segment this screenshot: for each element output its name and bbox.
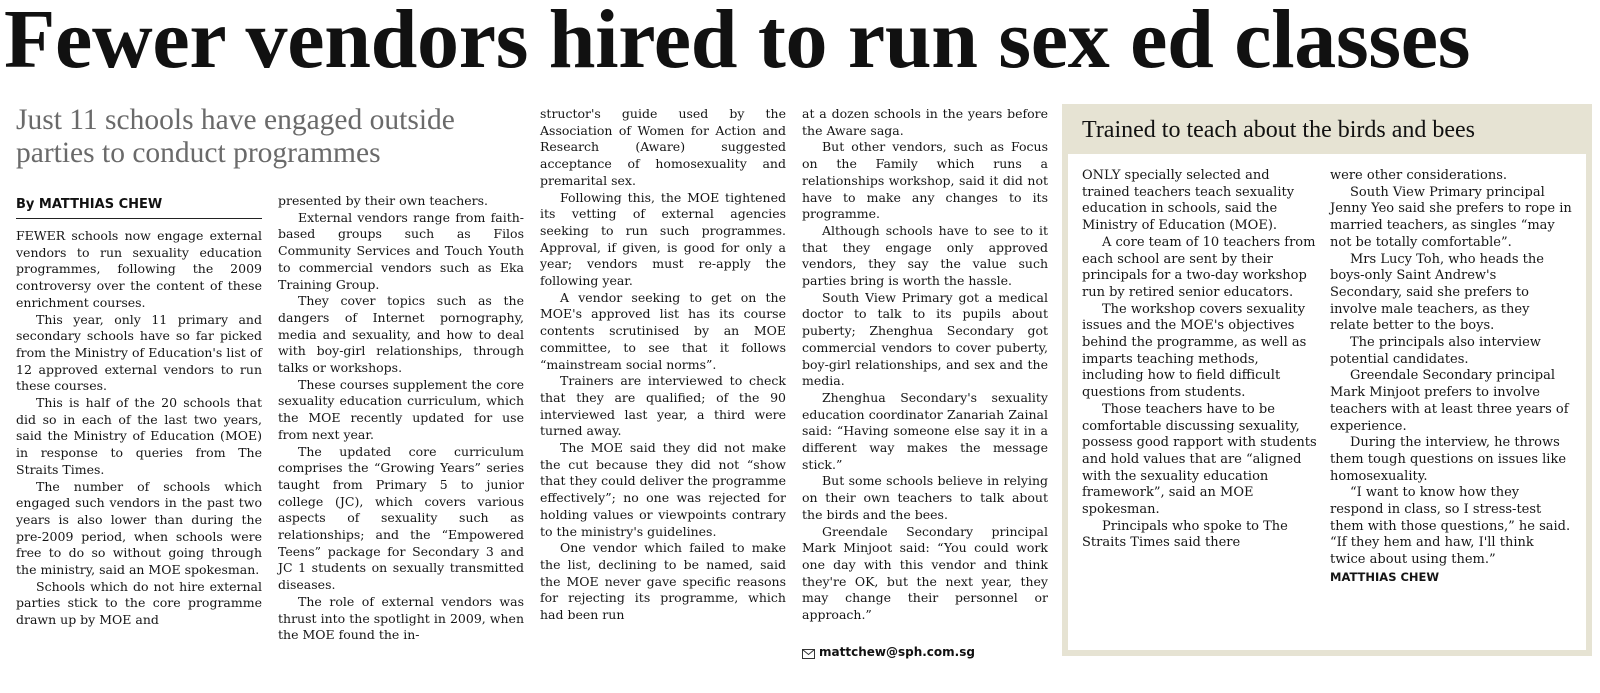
paragraph: This is half of the 20 schools that did so in each of the last two years, said the Ministry of Education (MOE) in response to queries from The Straits Times. (16, 395, 262, 477)
paragraph: Schools which do not hire external parties stick to the core programme drawn up by MOE and (16, 578, 262, 628)
paragraph: at a dozen schools in the years before the Aware saga. (802, 106, 1048, 138)
paragraph: Trainers are interviewed to check that they are qualified; of the 90 interviewed last year, a third were turned away. (540, 373, 786, 439)
story-column-4 (802, 106, 1048, 624)
paragraph: During the interview, he throws them tough questions on issues like homosexuality. (1330, 435, 1567, 484)
paragraph: Greendale Secondary principal Mark Minjoot said: “You could work one day with this vendor and think they're OK, but the next year, they may change their personnel or approach.” (802, 523, 1048, 623)
paragraph: But other vendors, such as Focus on the Family which runs a relationships workshop, said it did not have to make any changes to its programme. (802, 139, 1048, 222)
subheadline: Just 11 schools have engaged outside parties to conduct programmes (16, 104, 455, 169)
sidebar-title: Trained to teach about the birds and bees (1068, 110, 1586, 154)
sidebar-column-2 (1330, 168, 1572, 586)
paragraph: A core team of 10 teachers from each school are sent by their principals for a two-day workshop run by retired senior educators. (1082, 234, 1316, 300)
sidebar-column-1 (1082, 168, 1318, 552)
paragraph: Those teachers have to be comfortable discussing sexuality, possess good rapport with students and hold values that are “aligned with the sexuality education framework”, said an MOE spokesman. (1082, 401, 1317, 518)
paragraph: The number of schools which engaged such vendors in the past two years is also lower than during the pre-2009 period, when schools were free to do so without going through the ministry, said an MOE spokesman. (16, 478, 262, 578)
paragraph: The MOE said they did not make the cut because they did not “show that they could deliver the programme effectively”; no one was rejected for holding values or viewpoints contrary to the ministry's guidelines. (540, 440, 786, 539)
author-email[interactable]: mattchew@sph.com.sg (819, 645, 975, 659)
paragraph: One vendor which failed to make the list, declining to be named, said the MOE never gave specific reasons for rejecting its programme, which had been run (540, 540, 786, 623)
paragraph: Principals who spoke to The Straits Times said there (1082, 518, 1288, 551)
sidebar-credit: MATTHIAS CHEW (1330, 569, 1440, 584)
paragraph: FEWER schools now engage external vendors to run sexuality education programmes, following the 2009 controversy over the content of these enrichment courses. (16, 228, 262, 310)
sidebar-box (1062, 104, 1592, 656)
paragraph: were other considerations. (1330, 168, 1507, 183)
author-email-line (802, 644, 1048, 660)
paragraph: The role of external vendors was thrust into the spotlight in 2009, when the MOE found the in- (278, 593, 524, 643)
story-column-1 (16, 228, 262, 629)
paragraph: The principals also interview potential candidates. (1330, 335, 1541, 367)
paragraph: External vendors range from faith-based groups such as Filos Community Services and Touch Youth to commercial vendors such as Eka Training Group. (278, 209, 524, 292)
paragraph: Zhenghua Secondary's sexuality education coordinator Zanariah Zainal said: “Having someone else say it in a different way makes the message stick.” (802, 389, 1048, 472)
story-column-2 (278, 193, 524, 644)
paragraph: A vendor seeking to get on the MOE's approved list has its course contents scrutinised by an MOE committee, to see that it follows “mainstream social norms”. (540, 289, 786, 372)
paragraph: structor's guide used by the Association of Women for Action and Research (Aware) suggested acceptance of homosexuality and premarital sex. (540, 106, 786, 188)
envelope-icon (802, 647, 815, 657)
paragraph: This year, only 11 primary and secondary schools have so far picked from the Ministry of Education's list of 12 approved external vendors to run these courses. (16, 311, 262, 394)
paragraph: The workshop covers sexuality issues and the MOE's objectives behind the programme, as well as imparts teaching methods, including how to field difficult questions from students. (1082, 301, 1307, 401)
paragraph: South View Primary got a medical doctor to talk to its pupils about puberty; Zhenghua Secondary got commercial vendors to cover puberty, boy-girl relationships, and sex and the media. (802, 289, 1048, 389)
paragraph: South View Primary principal Jenny Yeo said she prefers to rope in married teachers, as singles “may not be totally comfortable”. (1330, 184, 1572, 250)
paragraph: Mrs Lucy Toh, who heads the boys-only Saint Andrew's Secondary, said she prefers to involve male teachers, as they relate better to the boys. (1330, 251, 1544, 334)
paragraph: presented by their own teachers. (278, 193, 489, 208)
paragraph: Although schools have to see to it that they engage only approved vendors, they say the value such parties bring is worth the hassle. (802, 222, 1048, 289)
story-column-3 (540, 106, 786, 624)
paragraph: The updated core curriculum comprises the “Growing Years” series taught from Primary 5 to junior college (JC), which covers various aspects of sexuality such as relationships; and the “Empowered Teens” package for Secondary 3 and JC 1 students on sexually transmitted diseases. (278, 443, 524, 593)
paragraph: Greendale Secondary principal Mark Minjoot prefers to involve teachers with at least three years of experience. (1330, 368, 1569, 434)
paragraph: Following this, the MOE tightened its vetting of external agencies seeking to run such programmes. Approval, if given, is good for only a year; vendors must re-apply the following year. (540, 189, 786, 289)
sidebar-panel (1068, 110, 1586, 650)
paragraph: These courses supplement the core sexuality education curriculum, which the MOE recently updated for use from next year. (278, 376, 524, 442)
paragraph: “I want to know how they respond in class, so I stress-test them with those questions,” he said. “If they hem and haw, I'll think twice about using them.” (1330, 485, 1571, 568)
paragraph: They cover topics such as the dangers of Internet pornography, media and sexuality, and how to deal with boy-girl relationships, through talks or workshops. (278, 293, 524, 376)
byline: By MATTHIAS CHEW (16, 197, 262, 219)
paragraph: ONLY specially selected and trained teachers teach sexuality education in schools, said the Ministry of Education (MOE). (1082, 168, 1295, 234)
paragraph: But some schools believe in relying on their own teachers to talk about the birds and the bees. (802, 473, 1048, 522)
headline: Fewer vendors hired to run sex ed classes (4, 0, 1471, 86)
